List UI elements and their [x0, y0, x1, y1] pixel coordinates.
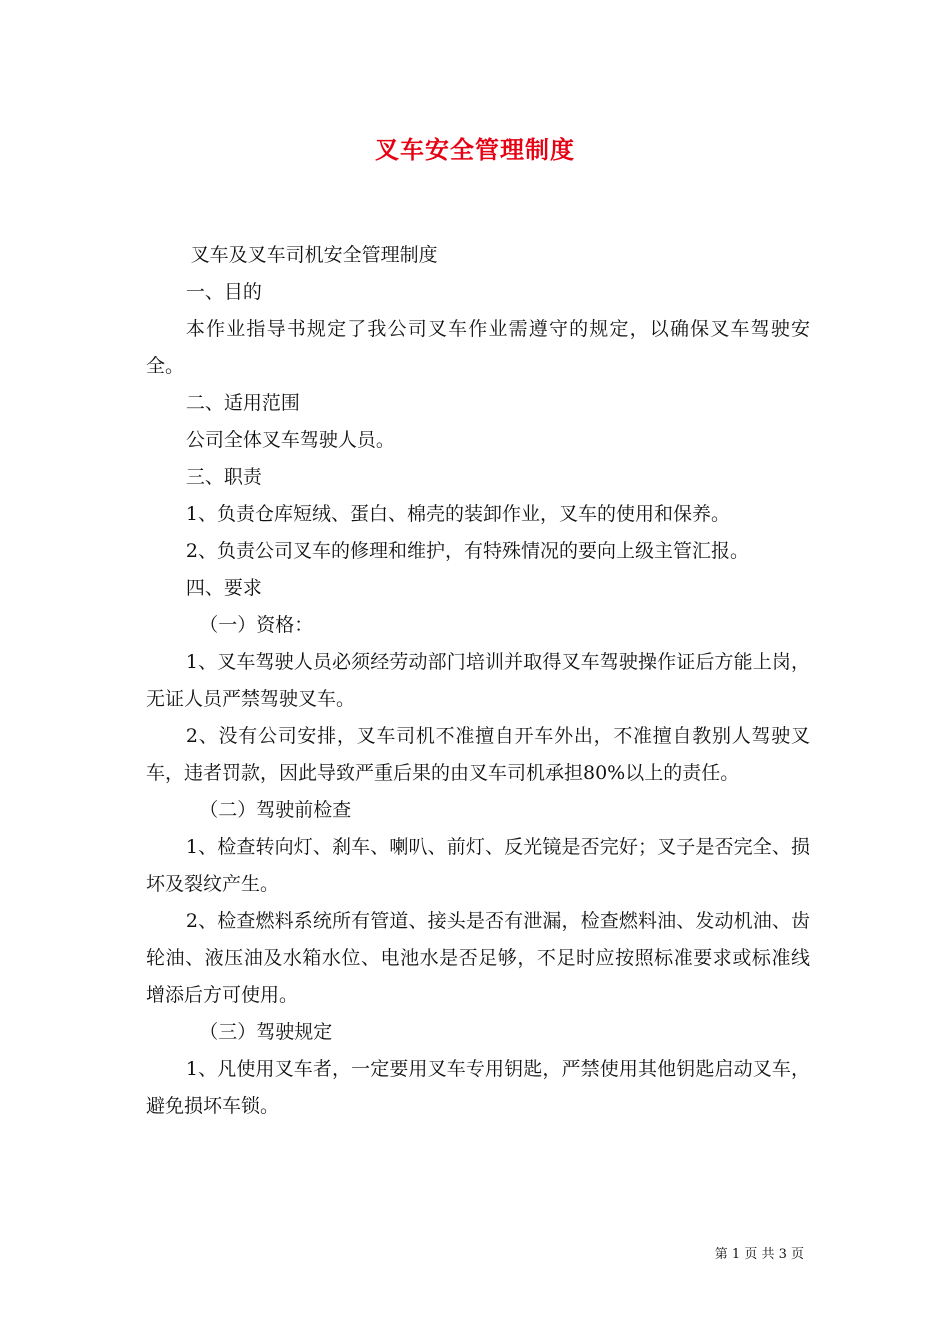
section-heading: 一、目的	[185, 281, 262, 303]
subsection-heading: （三）驾驶规定	[199, 1021, 333, 1043]
paragraph: 本作业指导书规定了我公司叉车作业需遵守的规定，以确保叉车驾驶安全。	[146, 318, 810, 377]
section-heading: 三、职责	[185, 466, 262, 488]
paragraph: 2、负责公司叉车的修理和维护，有特殊情况的要向上级主管汇报。	[185, 540, 749, 562]
section-heading: 四、要求	[185, 577, 262, 599]
subsection-heading: （二）驾驶前检查	[199, 799, 352, 821]
paragraph-subtitle: 叉车及叉车司机安全管理制度	[190, 244, 438, 266]
paragraph: 1、负责仓库短绒、蛋白、棉壳的装卸作业，叉车的使用和保养。	[185, 503, 730, 525]
paragraph: 2、检查燃料系统所有管道、接头是否有泄漏，检查燃料油、发动机油、齿轮油、液压油及水箱水位、电池水是否足够，不足时应按照标准要求或标准线增添后方可使用。	[146, 910, 810, 1006]
paragraph: 1、检查转向灯、刹车、喇叭、前灯、反光镜是否完好；叉子是否完全、损坏及裂纹产生。	[146, 836, 810, 895]
document-body	[146, 237, 810, 1125]
paragraph: 2、没有公司安排，叉车司机不准擅自开车外出，不准擅自教别人驾驶叉车，违者罚款，因此导致严重后果的由叉车司机承担80%以上的责任。	[146, 725, 810, 784]
paragraph: 公司全体叉车驾驶人员。	[185, 429, 395, 451]
paragraph: 1、叉车驾驶人员必须经劳动部门培训并取得叉车驾驶操作证后方能上岗，无证人员严禁驾驶叉车。	[146, 651, 810, 710]
document-title: 叉车安全管理制度	[375, 135, 575, 164]
paragraph: 1、凡使用叉车者，一定要用叉车专用钥匙，严禁使用其他钥匙启动叉车，避免损坏车锁。	[146, 1058, 810, 1117]
page-number: 第 1 页 共 3 页	[714, 1247, 804, 1262]
subsection-heading: （一）资格：	[199, 614, 314, 636]
section-heading: 二、适用范围	[185, 392, 300, 414]
